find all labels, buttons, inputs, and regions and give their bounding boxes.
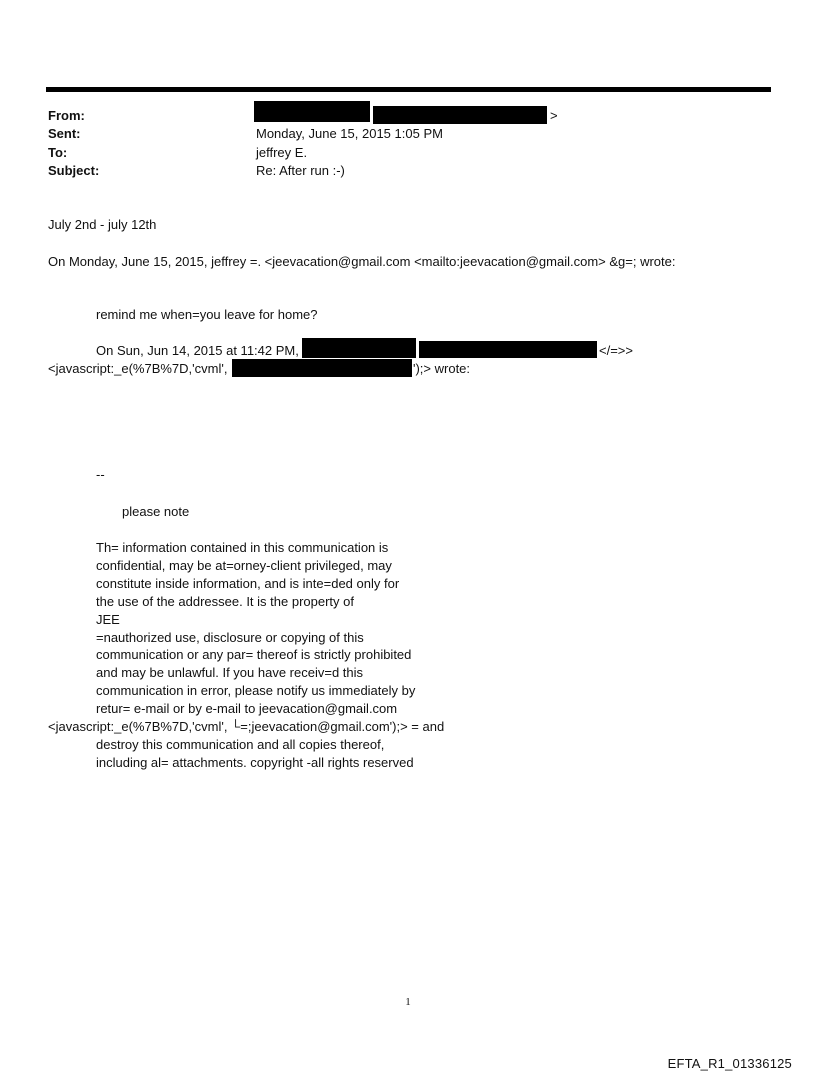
disclaimer-line: including al= attachments. copyright -all rights reserved <box>96 754 414 770</box>
sent-value: Monday, June 15, 2015 1:05 PM <box>256 126 443 141</box>
signature-separator: -- <box>96 467 105 482</box>
from-suffix: > <box>550 108 558 123</box>
disclaimer-line: retur= e-mail or by e-mail to jeevacation@gmail.com <box>96 701 398 717</box>
subject-label: Subject: <box>48 163 100 178</box>
disclaimer-line: JEE <box>96 611 120 627</box>
redacted-link-address <box>232 359 412 377</box>
confidentiality-disclaimer <box>48 539 445 772</box>
redacted-sender-email <box>373 106 547 124</box>
disclaimer-line: destroy this communication and all copies thereof, <box>96 736 385 752</box>
document-id: EFTA_R1_01336125 <box>667 1056 792 1071</box>
quoted-header-suffix: </=>> <box>599 343 633 358</box>
redacted-sender-name <box>254 101 370 122</box>
disclaimer-line: communication or any par= thereof is strictly prohibited <box>96 647 412 663</box>
disclaimer-line: the use of the addressee. It is the property of <box>96 593 354 609</box>
disclaimer-line: communication in error, please notify us immediately by <box>96 683 416 699</box>
disclaimer-line: =nauthorized use, disclosure or copying of this <box>96 629 364 645</box>
subject-value: Re: After run :-) <box>256 163 345 178</box>
disclaimer-line: and may be unlawful. If you have receiv=d this <box>96 665 364 681</box>
please-note: please note <box>122 504 190 519</box>
body-line-quote-header: On Monday, June 15, 2015, jeffrey =. <jeevacation@gmail.com <mailto:jeevacation@gmail.com> &g=; wrote: <box>48 254 676 269</box>
disclaimer-line: constitute inside information, and is inte=ded only for <box>96 575 400 591</box>
disclaimer-line: Th= information contained in this communication is <box>96 540 389 555</box>
redacted-email <box>419 341 597 358</box>
body-line-dates: July 2nd - july 12th <box>48 217 157 232</box>
redacted-name <box>302 338 416 358</box>
javascript-link-prefix: <javascript:_e(%7B%7D,'cvml', <box>48 361 228 376</box>
page-number: 1 <box>405 996 411 1008</box>
from-label: From: <box>48 108 85 123</box>
to-value: jeffrey E. <box>256 145 308 160</box>
quoted-question: remind me when=you leave for home? <box>96 307 318 322</box>
disclaimer-line: confidential, may be at=orney-client privileged, may <box>96 557 392 573</box>
to-label: To: <box>48 145 68 160</box>
header-rule <box>46 87 771 92</box>
javascript-link-suffix: ');> wrote: <box>413 361 471 376</box>
disclaimer-line: <javascript:_e(%7B%7D,'cvml', └=;jeevacation@gmail.com');> = and <box>48 719 445 735</box>
sent-label: Sent: <box>48 126 81 141</box>
quoted-header-prefix: On Sun, Jun 14, 2015 at 11:42 PM, <box>96 343 299 358</box>
